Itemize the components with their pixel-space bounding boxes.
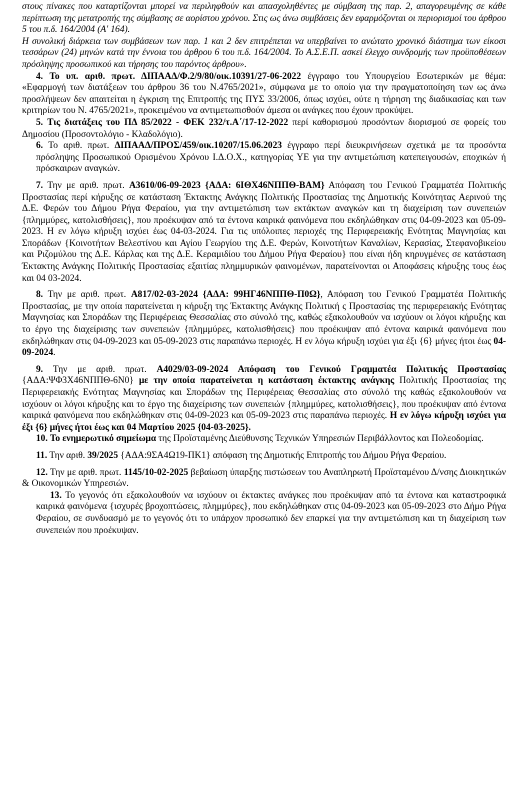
list-item-13 xyxy=(22,491,506,537)
item-ada: {ΑΔΑ:ΨΦ3Χ46ΝΠΠΘ-6Ν0} xyxy=(22,376,139,387)
item-number: 13. xyxy=(50,490,62,501)
list-item-10 xyxy=(22,434,506,446)
item-number: 6. xyxy=(36,141,44,152)
item-text: Πολιτικής Προστασίας της Περιφερειακής Ενότητας Μαγνησίας και Σποράδων της Περιφέρειας Θεσσαλίας στο σύνολό της καθώς εξακολουθούν να ισχύουν οι λόγοι κήρυξης και το έργο της διαχείρισης των συνεπειών {πλημμύρες, κατολισθήσεις}, που προέκυψαν από έντονα καιρικά φαινόμενα που εκδηλώθηκαν στις 04-09-2023 και 05-09-2023 στις παραπάνω περιοχές. xyxy=(22,376,507,422)
list-item-11 xyxy=(22,451,506,463)
item-text: Το γεγονός ότι εξακολουθούν να ισχύουν οι έκτακτες ανάγκες που προέκυψαν από τα έντονα και καταστροφικά καιρικά φαινόμενα {ισχυρές βροχοπτώσεις, πλημμύρες}, που εκδηλώθηκαν στις 04-09-2023 και 05-09-2023 στο Δήμο Ρήγα Φεραίου, σε συνδυασμό με το γεγονός ότι το υπάρχον προσωπικό δεν επαρκεί για την αντιμετώπιση και τη διαχείριση των συνεπειών που προέκυψαν. xyxy=(36,490,506,536)
item-text: Απόφαση του Γενικού Γραμματέα Πολιτικής Προστασίας περί κήρυξης σε κατάσταση Έκτακτης Ανάγκης Πολιτικής Προστασίας της Δημοτικής Κοινότητας Αερινού της Δ.Ε. Φερών του Δήμου Ρήγα Φεραίου, για την αντιμετώπιση των εκτάκτων αναγκών και τη διαχείριση των συνεπειών {πλημμύρες, κατολισθήσεις}, που προέκυψαν από τα έντονα καιρικά φαινόμενα που εκδηλώθηκαν στις 04-09-2023 και 05-09-2023. Η εν λόγω κήρυξη ισχύει έως 04-03-2024. Για τις υπόλοιπες περιοχές της Περιφερειακής Ενότητας Μαγνησίας και Σποράδων {Κοινοτήτων Βελεστίνου και Αγίου Γεωργίου της Δ.Ε. Φερών, Κοινοτήτων Καναλίων, Κερασίας, Στεφανοβικείου και Ριζομύλου της Δ.Ε. Κάρλας και της Δ.Ε. Κεραμιδίου του Δήμου Ρήγα Φεραίου} που είναι ήδη κηρυγμένες σε κατάσταση Έκτακτης Ανάγκης Πολιτικής Προστασίας εξαιτίας πλημμυρικών φαινομένων, παρατείνονται οι Αποφάσεις κήρυξης τους έως και 04 03-2024. xyxy=(22,180,506,284)
item-number: 4. xyxy=(36,71,44,82)
item-prefix: Την με αριθ. πρωτ. xyxy=(47,290,131,301)
item-conclusion: Η εν λόγω κήρυξη ισχύει για έξι {6} μήνες ήτοι έως και 04 Μαρτίου 2025 {04-03-2025}. xyxy=(22,411,506,433)
item-tail: . xyxy=(53,348,56,359)
expiry-date: 04-09-2024 xyxy=(22,336,506,359)
item-text: της Προϊσταμένης Διεύθυνσης Τεχνικών Υπηρεσιών Περιβάλλοντος και Πολεοδομίας. xyxy=(156,434,484,445)
item-text: , Απόφαση του Γενικού Γραμματέα Πολιτικής Προστασίας, με την οποία παρατείνεται η κήρυξη της Έκτακτης Ανάγκης Πολιτική ς Προστασίας της περιφερειακής Ενότητας Μαγνησίας και Σποράδων της Περιφέρειας Θεσσαλίας στο σύνολό της, καθώς εξακολουθούν να ισχύουν οι λόγοι κήρυξης και το έργο της διαχείρισης των συνεπειών {πλημμύρες, κατολισθήσεις} που προέκυψαν από έντονα καιρικά φαινόμενα που εκδηλώθηκαν στις 04-09-2023 και 05-09-2023 στις παραπάνω περιοχές. Η εν λόγω κήρυξη ισχύει για έξι {6} μήνες ήτοι έως xyxy=(22,290,506,347)
item-prefix: Την με αριθ. πρωτ. xyxy=(52,364,157,375)
item-prefix: Την με αριθ. πρωτ. xyxy=(50,467,124,478)
item-number: 11. xyxy=(36,450,48,461)
item-emphasis: με την οποία παρατείνεται η κατάσταση έκτακτης ανάγκης xyxy=(138,376,395,387)
list-item-4 xyxy=(22,72,506,118)
quoted-law-excerpt xyxy=(22,2,506,72)
item-text: περί καθορισμού προσόντων διορισμού σε φορείς του Δημοσίου (Προσοντολόγιο - Κλαδολόγιο). xyxy=(22,117,506,140)
item-number: 5. xyxy=(36,117,44,128)
quote-paragraph: Η συνολική διάρκεια των συμβάσεων των παρ. 1 και 2 δεν επιτρέπεται να υπερβαίνει το ανώτατο χρονικό διάστημα των είκοσι τεσσάρων (24) μηνών κατά την έννοια του άρθρου 6 του π.δ. 164/2004. Το Α.Σ.Ε.Π. ασκεί έλεγχο συνδρομής των προϋποθέσεων πρόσληψης προσωπικού και τήρησης του παρόντος άρθρου». xyxy=(22,36,506,70)
quote-paragraph: στους πίνακες που καταρτίζονται μπορεί να περιληφθούν και απασχοληθέντες με σύμβαση της παρ. 2, απαγορευμένης σε κάθε περίπτωση της μετατροπής της σύμβασης σε αορίστου χρόνου. Στις ως άνω συμβάσεις δεν εφαρμόζονται οι περιορισμοί του άρθρου 5 του π.δ. 164/2004 (Α' 164). xyxy=(22,2,506,36)
item-text: έγγραφο του Υπουργείου Εσωτερικών με θέμα: «Εφαρμογή των διατάξεων του άρθρου 36 του Ν.4765/2021», σύμφωνα με το οποίο για την πραγματοποίηση των ως άνω προσλήψεων δεν απαιτείται η έγκριση της Επιτροπής της ΠΥΣ 33/2006, όπως ισχύει, ούτε η τήρηση της διαδικασίας και των κριτηρίων του Ν. 4765/2021», προκειμένου να αντιμετωπισθούν άμεσα οι ανάγκες που έχουν προκύψει. xyxy=(22,71,506,117)
item-prefix: Την με αριθ. πρωτ. xyxy=(47,180,130,191)
list-item-12 xyxy=(22,468,506,491)
item-number: 8. xyxy=(36,290,44,301)
item-reference: Το ενημερωτικό σημείωμα xyxy=(50,434,157,445)
item-reference: Α817/02-03-2024 {ΑΔΑ: 99ΗΓ46ΝΠΠΘ-Π0Ω} xyxy=(130,290,321,301)
item-text: βεβαίωση ύπαρξης πιστώσεων του Αναπληρωτή Προϊσταμένου Δ/νσης Διοικητικών & Οικονομικών Υπηρεσιών. xyxy=(22,467,506,490)
item-reference: ΔΙΠΑΑΔ/ΠΡΟΣ/459/οικ.10207/15.06.2023 xyxy=(114,141,282,152)
list-item-7 xyxy=(22,181,506,285)
item-reference: 39/2025 xyxy=(87,450,119,461)
list-item-5 xyxy=(22,118,506,141)
item-prefix: Το αριθ. πρωτ. xyxy=(48,141,115,152)
list-item-8 xyxy=(22,290,506,360)
item-number: 7. xyxy=(36,180,44,191)
item-reference: Το υπ. αριθ. πρωτ. ΔΙΠΑΑΔ/Φ.2/9/80/οικ.10391/27-06-2022 xyxy=(49,71,301,82)
item-number: 12. xyxy=(36,467,48,478)
item-prefix: Την αριθ. xyxy=(49,450,88,461)
item-reference: 1145/10-02-2025 xyxy=(123,467,189,478)
list-item-9 xyxy=(22,365,506,435)
item-number: 9. xyxy=(36,364,44,375)
item-reference: Α4029/03-09-2024 Απόφαση του Γενικού Γραμματέα Πολιτικής Προστασίας xyxy=(156,364,507,375)
item-text: έγγραφο περί διευκρινήσεων σχετικά με τα προσόντα πρόσληψης Προσωπικού Ορισμένου Χρόνου Ι.Δ.Ο.Χ., κατηγορίας ΥΕ για την αντιμετώπιση κατεπειγουσών, εποχικών ή πρόσκαιρων αναγκών. xyxy=(36,141,507,175)
item-reference: Α3610/06-09-2023 {ΑΔΑ: 6ΙΘΧ46ΝΠΠΘ-ΒΑΜ} xyxy=(129,180,325,191)
item-number: 10. xyxy=(36,434,48,445)
item-text: {ΑΔΑ:9ΣΑ4Ω19-ΠΚ1} απόφαση της Δημοτικής Επιτροπής του Δήμου Ρήγα Φεραίου. xyxy=(118,450,447,461)
list-item-6 xyxy=(22,141,506,176)
item-reference: Τις διατάξεις του ΠΔ 85/2022 - ΦΕΚ 232/τ.Α΄/17-12-2022 xyxy=(47,117,289,128)
